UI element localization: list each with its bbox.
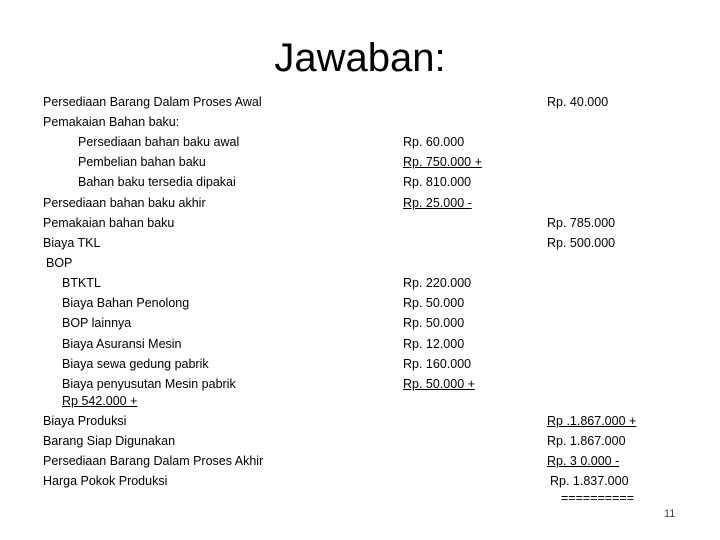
label-other-overhead: BOP lainnya (62, 316, 132, 330)
amount-raw-material-purchase: Rp. 750.000 + (403, 155, 482, 169)
label-raw-material-ending: Persediaan bahan baku akhir (43, 196, 206, 210)
amount-raw-material-beginning: Rp. 60.000 (403, 135, 465, 149)
label-goods-ready: Barang Siap Digunakan (43, 434, 176, 448)
label-raw-material-available: Bahan baku tersedia dipakai (78, 175, 236, 189)
label-indirect-labor: BTKTL (62, 276, 101, 290)
label-raw-material-usage: Pemakaian bahan baku (43, 216, 175, 230)
amount-indirect-labor: Rp. 220.000 (403, 276, 472, 290)
label-machine-insurance: Biaya Asuransi Mesin (62, 337, 182, 351)
amount-cost-of-goods-manufactured: Rp. 1.837.000 (550, 474, 629, 488)
label-factory-rent: Biaya sewa gedung pabrik (62, 357, 209, 371)
amount-wip-ending: Rp. 3 0.000 - (547, 454, 620, 468)
amount-direct-labor: Rp. 500.000 (547, 236, 616, 250)
label-auxiliary-materials: Biaya Bahan Penolong (62, 296, 190, 310)
label-wip-ending: Persediaan Barang Dalam Proses Akhir (43, 454, 264, 468)
amount-other-overhead: Rp. 50.000 (403, 316, 465, 330)
amount-machine-depreciation: Rp. 50.000 + (403, 377, 475, 391)
amount-auxiliary-materials: Rp. 50.000 (403, 296, 465, 310)
label-raw-material-beginning: Persediaan bahan baku awal (78, 135, 240, 149)
slide-title: Jawaban: (274, 36, 446, 80)
label-raw-material-purchase: Pembelian bahan baku (78, 155, 206, 169)
slide-number: 11 (664, 508, 676, 520)
amount-wip-beginning: Rp. 40.000 (547, 95, 609, 109)
label-cost-of-goods-manufactured: Harga Pokok Produksi (43, 474, 168, 488)
label-direct-labor: Biaya TKL (43, 236, 101, 250)
overhead-total: Rp 542.000 + (62, 394, 138, 408)
label-overhead-header: BOP (46, 256, 73, 270)
amount-production-cost: Rp .1.867.000 + (547, 414, 637, 428)
label-wip-beginning: Persediaan Barang Dalam Proses Awal (43, 95, 262, 109)
label-production-cost: Biaya Produksi (43, 414, 127, 428)
amount-machine-insurance: Rp. 12.000 (403, 337, 465, 351)
amount-raw-material-usage: Rp. 785.000 (547, 216, 616, 230)
amount-raw-material-ending: Rp. 25.000 - (403, 196, 472, 210)
amount-factory-rent: Rp. 160.000 (403, 357, 472, 371)
amount-raw-material-available: Rp. 810.000 (403, 175, 472, 189)
double-underline: ========== (561, 491, 634, 505)
label-machine-depreciation: Biaya penyusutan Mesin pabrik (62, 377, 236, 391)
amount-goods-ready: Rp. 1.867.000 (547, 434, 626, 448)
label-raw-material-usage-header: Pemakaian Bahan baku: (43, 115, 180, 129)
